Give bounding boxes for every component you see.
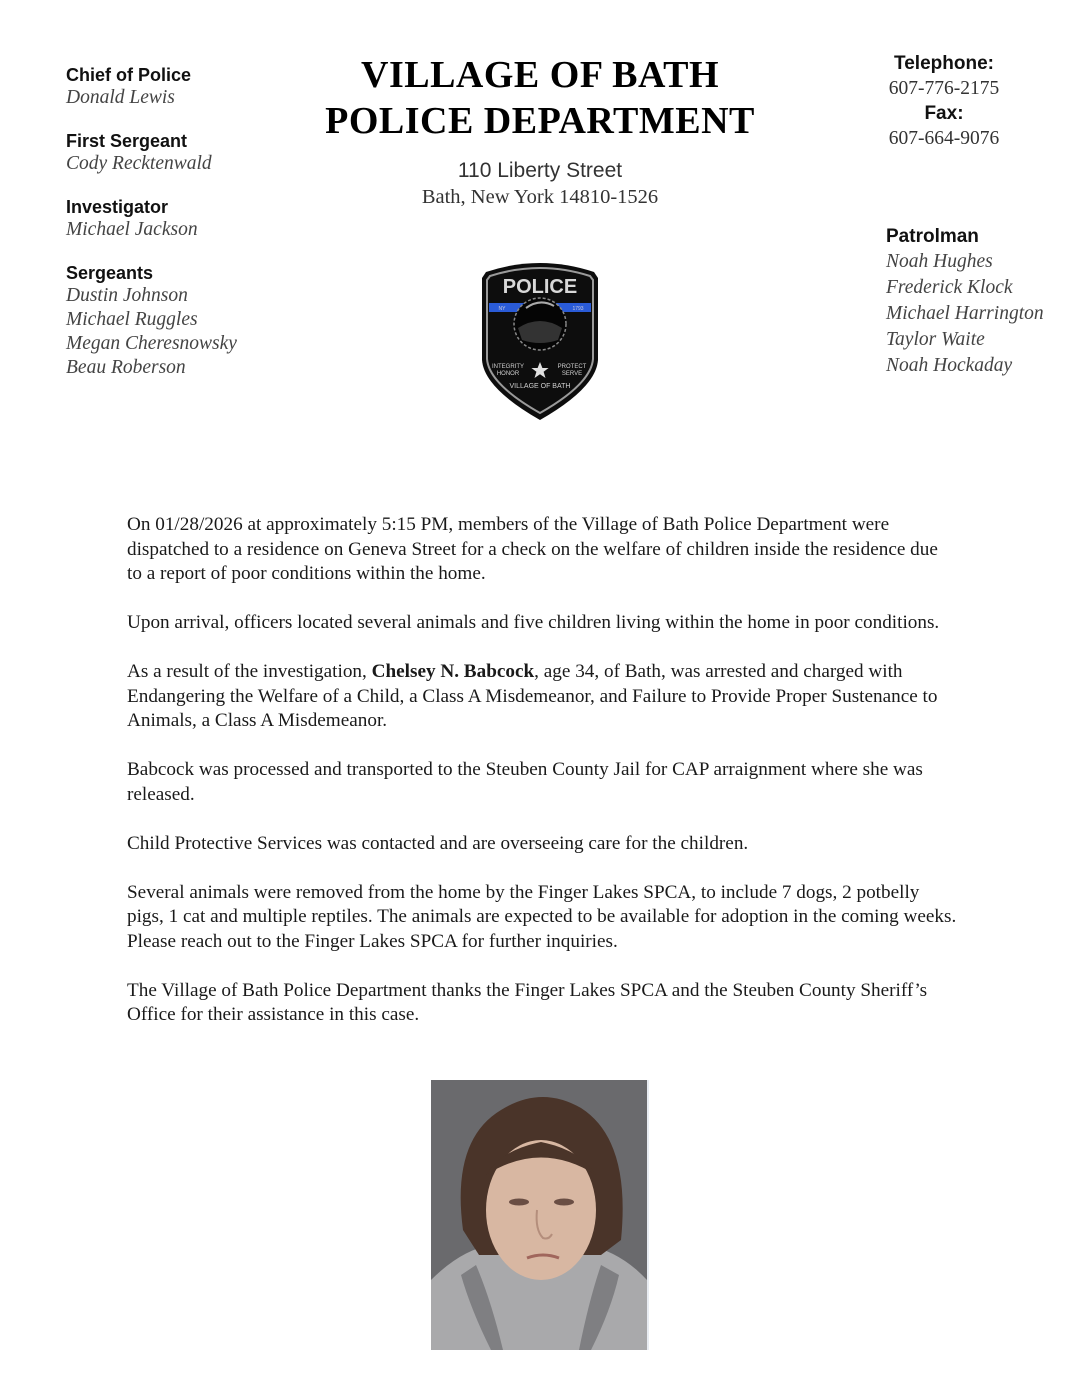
paragraph-arrival: Upon arrival, officers located several animals and five children living within the home in poor conditions. [127, 612, 940, 633]
staff-sergeants [66, 262, 326, 380]
paragraph-processing: Babcock was processed and transported to the Steuben County Jail for CAP arraignment where she was released. [127, 759, 923, 805]
telephone-number: 607-776-2175 [888, 78, 1000, 99]
staff-patrolman [886, 225, 1076, 379]
role-title: Chief of Police [66, 65, 192, 85]
staff-chief [66, 64, 326, 110]
staff-name: Frederick Klock [886, 277, 1013, 298]
staff-name: Megan Cheresnowsky [66, 333, 237, 354]
mugshot-eye-right [554, 1199, 574, 1206]
badge-right-small: 1793 [572, 306, 584, 312]
staff-name: Noah Hockaday [886, 355, 1013, 376]
department-title-line-2: POLICE DEPARTMENT [325, 100, 755, 142]
address-street: 110 Liberty Street [457, 159, 623, 182]
badge-motto-right-2: SERVE [561, 371, 583, 377]
contact-and-patrol [880, 52, 1070, 376]
staff-name: Dustin Johnson [66, 285, 188, 306]
paragraph-incident: On 01/28/2026 at approximately 5:15 PM, members of the Village of Bath Police Department were dispatched to a residence on Geneva Street for a check on the welfare of children inside the residence due to a report of poor conditions within the home. [127, 514, 938, 584]
arrest-text-before: As a result of the investigation, [127, 661, 372, 682]
staff-name: Michael Jackson [66, 219, 198, 240]
badge-motto-left-2: HONOR [496, 371, 520, 377]
badge-left-small: NY [498, 306, 506, 312]
staff-first-sergeant [66, 130, 326, 176]
staff-roster-left [66, 64, 326, 400]
badge-motto-right-1: PROTECT [557, 364, 587, 370]
paragraph-animals: Several animals were removed from the home by the Finger Lakes SPCA, to include 7 dogs, 2 potbelly pigs, 1 cat and multiple reptiles. The animals are expected to be available for adoption in the coming weeks. Please reach out to the Finger Lakes SPCA for further inquiries. [127, 881, 957, 952]
staff-name: Noah Hughes [886, 251, 993, 272]
staff-name: Beau Roberson [66, 357, 186, 378]
fax-number: 607-664-9076 [888, 128, 1000, 149]
department-title-line-1: VILLAGE OF BATH [361, 54, 719, 96]
arrest-text-after: , age 34, of Bath, was arrested and charged with Endangering the Welfare of a Child, a Class A Misdemeanor, and Failure to Provide Proper Sustenance to Animals, a Class A Misdemeanor. [127, 661, 938, 731]
paragraph-arrest [127, 660, 957, 734]
staff-investigator [66, 196, 326, 242]
mugshot-eye-left [509, 1199, 529, 1206]
fax-label: Fax: [924, 103, 964, 124]
police-badge-icon [478, 258, 602, 422]
mugshot-photo [431, 1080, 649, 1350]
badge-motto-left-1: INTEGRITY [491, 364, 525, 370]
role-title: Investigator [66, 197, 169, 217]
staff-name: Michael Harrington [886, 303, 1044, 324]
role-title: First Sergeant [66, 131, 188, 151]
paragraph-thanks: The Village of Bath Police Department thanks the Finger Lakes SPCA and the Steuben County Sheriff’s Office for their assistance in this case. [127, 979, 928, 1025]
role-title: Patrolman [886, 226, 979, 247]
staff-name: Cody Recktenwald [66, 153, 212, 174]
staff-name: Donald Lewis [66, 87, 175, 108]
arrestee-name: Chelsey N. Babcock [371, 661, 535, 682]
badge-bottom-text: VILLAGE OF BATH [509, 383, 571, 390]
press-release-body [127, 513, 957, 1052]
staff-name: Taylor Waite [886, 329, 985, 350]
badge-top-text: POLICE [502, 276, 578, 298]
letterhead [300, 52, 780, 210]
paragraph-cps: Child Protective Services was contacted and are overseeing care for the children. [127, 832, 749, 854]
telephone-label: Telephone: [894, 53, 994, 74]
role-title: Sergeants [66, 263, 154, 283]
contact-info [880, 52, 1008, 152]
staff-name: Michael Ruggles [66, 309, 198, 330]
address-city: Bath, New York 14810-1526 [421, 186, 659, 208]
